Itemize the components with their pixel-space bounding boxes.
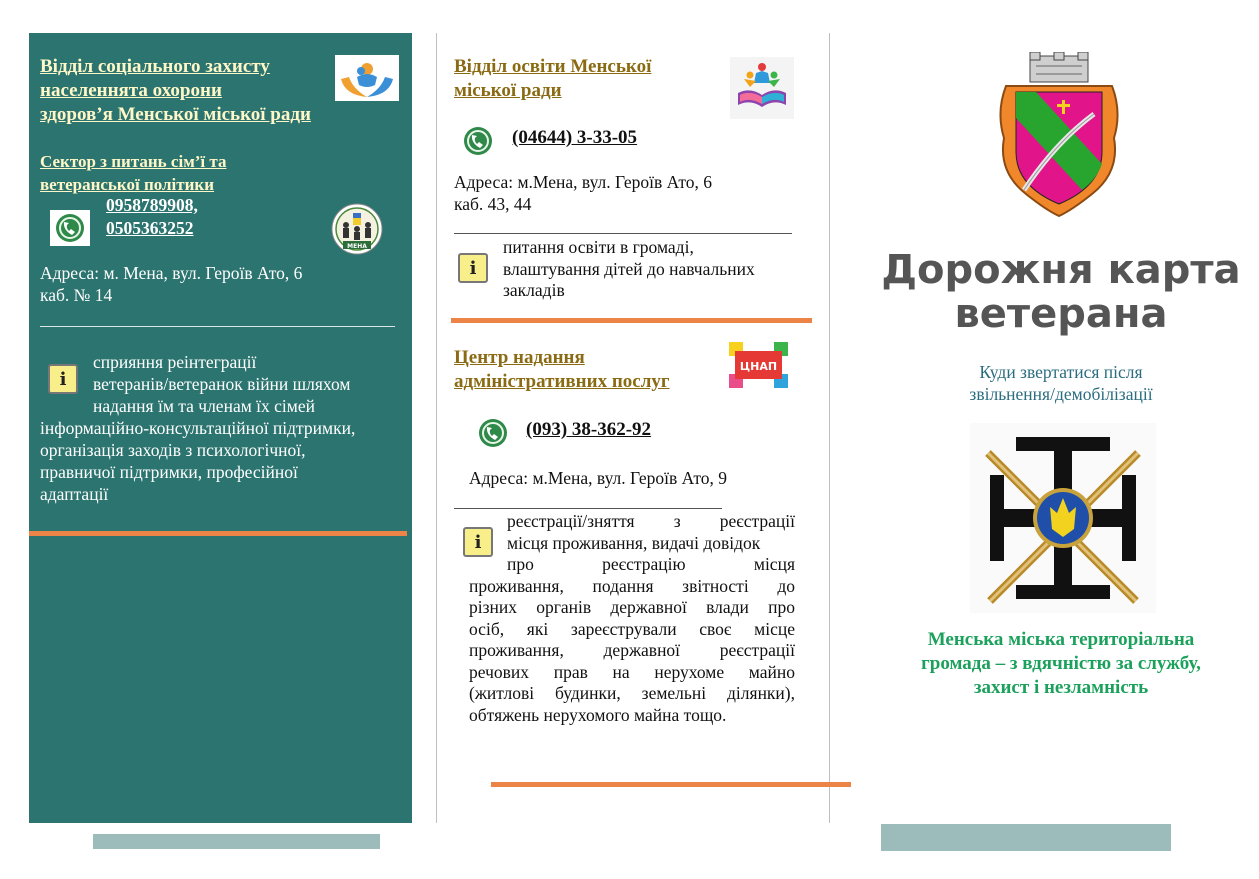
- edu-info-text: питання освіти в громаді, влаштування дітей до навчальних закладів: [503, 237, 755, 300]
- sector-phones: [106, 194, 198, 240]
- cnap-logo: [729, 342, 788, 388]
- edu-phone[interactable]: (04644) 3-33-05: [512, 127, 638, 148]
- edu-divider: [454, 233, 792, 234]
- cnap-divider: [454, 508, 722, 509]
- cnap-phone[interactable]: (093) 38-362-92: [526, 419, 652, 440]
- cnap-title: Центр надання адміністративних послуг: [454, 347, 670, 392]
- social-dept-title: Відділ соціального захисту населеннята охорони здоров’я Менської міської ради: [40, 56, 311, 125]
- edu-dept-title: Відділ освіти Менської міської ради: [454, 56, 652, 101]
- social-dept-logo: [335, 55, 399, 101]
- info-icon: i: [458, 253, 488, 283]
- cnap-info-text: реєстрації/зняття з реєстрації місця проживання, видачі довідок про реєстрацію місця проживання, подання звітності до різних органів державної влади про осіб, які зареєстрували своє місце проживання, державної реєстрації речових прав на нерухоме майно (житлові будинки, земельні ділянки), обтяжень нерухомого майна тощо.: [469, 511, 795, 725]
- column-divider-1: [436, 33, 437, 823]
- phone-icon: [473, 416, 513, 450]
- edu-dept-logo: [730, 57, 794, 119]
- bottom-bar-right: [881, 824, 1171, 851]
- edu-address: Адреса: м.Мена, вул. Героїв Ато, 6 каб. 43, 44: [454, 172, 713, 214]
- veteran-cross-emblem: [970, 423, 1156, 613]
- phone-icon: [458, 124, 498, 158]
- main-subtitle: Куди звертатися після звільнення/демобілізації: [969, 362, 1153, 404]
- sector-address: Адреса: м. Мена, вул. Героїв Ато, 6 каб. № 14: [40, 263, 303, 305]
- left-divider: [40, 326, 395, 327]
- column-divider-2: [829, 33, 830, 823]
- cnap-address: Адреса: м.Мена, вул. Героїв Ато, 9: [469, 468, 728, 488]
- cnap-orange-line: [491, 782, 851, 787]
- gratitude-text: Менська міська територіальна громада – з вдячністю за службу, захист і незламність: [921, 629, 1201, 698]
- mena-logo-caption: МЕНА: [347, 243, 367, 250]
- phone-icon: [50, 210, 90, 244]
- cnap-logo-text: ЦНАП: [739, 360, 778, 373]
- sector-info-text: сприяння реінтеграції ветеранів/ветеранок війни шляхом надання їм та членам їх сімей інформаційно-консультаційної підтримки, організація заходів з психологічної, правничої підтримки, професійної адаптації: [40, 352, 356, 504]
- bottom-bar-left: [93, 834, 380, 849]
- mena-sector-logo: [331, 203, 383, 255]
- info-icon: i: [463, 527, 493, 557]
- phone-number-1[interactable]: 0958789908,: [106, 195, 198, 215]
- coat-of-arms: [996, 52, 1122, 218]
- left-orange-line: [29, 531, 407, 536]
- edu-orange-line: [451, 318, 812, 323]
- main-title: Дорожня карта ветерана: [881, 247, 1241, 337]
- info-icon: i: [48, 364, 78, 394]
- phone-number-2[interactable]: 0505363252: [106, 218, 194, 238]
- sector-title: Сектор з питань сім’ї та ветеранської політики: [40, 152, 227, 194]
